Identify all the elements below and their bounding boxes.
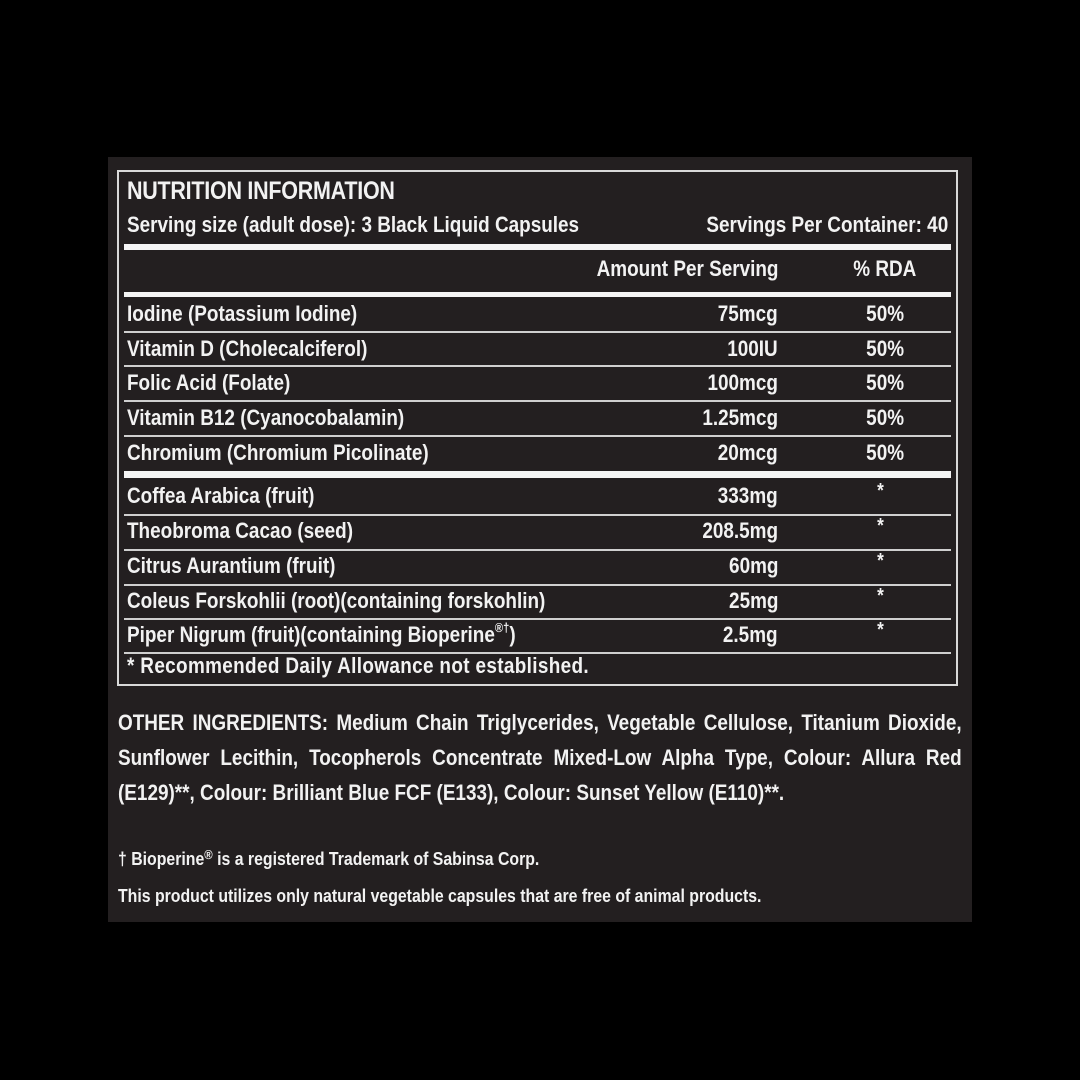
other-ingredients-label: OTHER INGREDIENTS: — [118, 710, 329, 735]
serving-size: Serving size (adult dose): 3 Black Liquid Capsules — [127, 212, 580, 237]
nutrient-rda: 50% — [866, 405, 904, 430]
trademark-note — [118, 849, 539, 870]
ingredient-name-suffix: ) — [509, 622, 516, 647]
divider-thick — [124, 244, 951, 250]
nutrient-amount: 20mcg — [718, 440, 778, 465]
table-row — [127, 619, 948, 653]
vegetable-capsules-note: This product utilizes only natural vegetable capsules that are free of animal products. — [118, 886, 762, 906]
serving-info-row — [127, 212, 948, 242]
ingredient-rda: * — [877, 585, 884, 607]
other-ingredients-text: Medium Chain Triglycerides, Vegetable Cellulose, Titanium Dioxide, Sunflower Lecithin, Tocopherols Concentrate Mixed-Low Alpha Type, Colour: Allura Red (E129)**, Colour: Brilliant Blue FCF (E133), Colour: Sunset Yellow (E110)**. — [118, 710, 962, 805]
ingredient-rda: * — [877, 619, 884, 641]
rda-footnote: * Recommended Daily Allowance not established. — [127, 653, 589, 678]
nutrient-amount: 75mcg — [718, 301, 778, 326]
ingredient-amount: 2.5mg — [723, 622, 778, 647]
label-panel — [108, 157, 972, 922]
nutrient-name: Vitamin B12 (Cyanocobalamin) — [127, 405, 405, 430]
nutrient-amount: 100IU — [727, 336, 778, 361]
trademark-note-prefix: † Bioperine — [118, 849, 205, 869]
table-row — [127, 515, 948, 549]
ingredient-rda: * — [877, 480, 884, 502]
table-row — [127, 585, 948, 619]
registered-mark: ® — [204, 847, 213, 862]
ingredient-name: Theobroma Cacao (seed) — [127, 518, 354, 543]
divider-thick — [124, 471, 951, 478]
table-row — [127, 402, 948, 436]
column-header-rda: % RDA — [852, 256, 916, 281]
nutrition-title: NUTRITION INFORMATION — [127, 177, 395, 205]
other-ingredients — [118, 705, 962, 810]
servings-per-container: Servings Per Container: 40 — [706, 212, 948, 237]
table-row — [127, 367, 948, 401]
table-row — [127, 550, 948, 584]
ingredient-amount: 208.5mg — [702, 518, 778, 543]
column-header-amount: Amount Per Serving — [596, 256, 778, 281]
table-row — [127, 333, 948, 367]
nutrient-rda: 50% — [866, 336, 904, 361]
ingredient-amount: 60mg — [728, 553, 778, 578]
nutrient-rda: 50% — [866, 301, 904, 326]
ingredient-name: Coleus Forskohlii (root)(containing forskohlin) — [127, 588, 546, 613]
registered-dagger-mark: ®† — [494, 620, 510, 635]
other-ingredients-text-block — [118, 705, 962, 810]
nutrient-amount: 100mcg — [707, 370, 778, 395]
ingredient-name — [127, 622, 516, 648]
trademark-note-suffix: is a registered Trademark of Sabinsa Corp. — [212, 849, 540, 869]
ingredient-name: Citrus Aurantium (fruit) — [127, 553, 336, 578]
nutrient-name: Chromium (Chromium Picolinate) — [127, 440, 429, 465]
table-row — [127, 298, 948, 332]
nutrient-rda: 50% — [866, 440, 904, 465]
nutrient-rda: 50% — [866, 370, 904, 395]
ingredient-rda: * — [877, 515, 884, 537]
divider-thick — [124, 292, 951, 297]
nutrient-name: Iodine (Potassium Iodine) — [127, 301, 358, 326]
ingredient-amount: 25mg — [728, 588, 778, 613]
nutrient-name: Vitamin D (Cholecalciferol) — [127, 336, 368, 361]
table-row — [127, 437, 948, 471]
ingredient-name: Coffea Arabica (fruit) — [127, 483, 315, 508]
nutrient-amount: 1.25mcg — [702, 405, 778, 430]
ingredient-amount: 333mg — [718, 483, 778, 508]
ingredient-name-text: Piper Nigrum (fruit)(containing Bioperine — [127, 622, 495, 647]
nutrient-name: Folic Acid (Folate) — [127, 370, 291, 395]
table-row — [127, 480, 948, 514]
nutrition-information-box — [117, 170, 958, 686]
ingredient-rda: * — [877, 550, 884, 572]
